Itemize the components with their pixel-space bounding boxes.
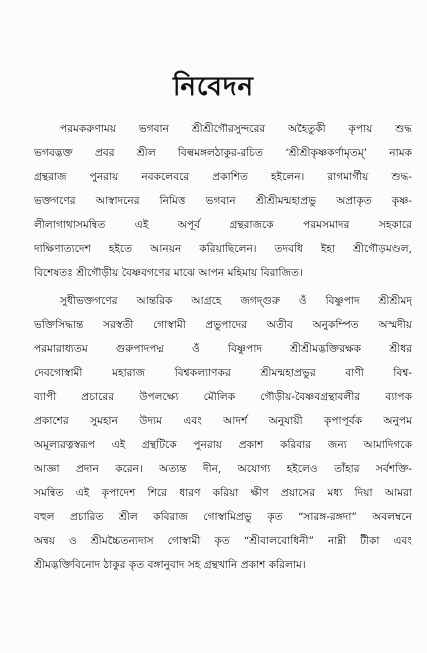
text-line: দাক্ষিণাত্যদেশ হইতে আনয়ন করিয়াছিলেন। তদবধি ইহা শ্রীগৌড়মণ্ডল, xyxy=(34,243,412,255)
document-body xyxy=(34,117,412,577)
text-line: গ্রন্থরাজ পুনরায় নবকলেবরে প্রকাশিত হইলেন। রাগমার্গীয় শুদ্ধ- xyxy=(34,171,412,183)
text-line: দেবগোস্বামী মহারাজ বিশ্বকল্যাণকর শ্রীমন্মহাপ্রভুর বাণী বিশ্ব- xyxy=(34,367,412,379)
text-line: বহুল প্রচারিত শ্রীল কবিরাজ গোস্বামিপ্রভু কৃত “সারঙ্গ-রঙ্গদা” অবলম্বনে xyxy=(34,511,412,523)
text-line: সমন্বিত এই কৃপাদেশ শিরে ধারণ করিয়া ক্ষীণ প্রয়াসের মধ্য দিয়া আমরা xyxy=(34,487,412,499)
text-line: ভক্তিসিদ্ধান্ত সরস্বতী গোস্বামী প্রভুপাদের অতীব অনুকম্পিত অস্মদীয় xyxy=(34,319,412,331)
text-line: বিশেষতঃ শ্রীগৌড়ীয় বৈষ্ণবগণের মাঝে আপন মহিমায় বিরাজিত। xyxy=(34,267,303,279)
text-line: প্রকাশের সুমহান উদ্যম এবং আদর্শ অনুযায়ী কৃপাপূর্বক অনুপম xyxy=(34,415,412,427)
text-line: ভক্তগণের আস্বাদনের নিমিত্ত ভগবান শ্রীশ্রীমন্মহাপ্রভু অপ্রাকৃত কৃষ্ণ- xyxy=(34,195,412,207)
text-line: অন্বয় ও শ্রীমচ্চৈতন্যদাস গোস্বামী কৃত “শ্রীবালবোধিনী” নাম্নী টীকা এবং xyxy=(34,535,412,547)
text-line: ব্যাপী প্রচারের উপলক্ষ্যে মৌলিক গৌড়ীয়-বৈষ্ণবগ্রন্থাবলীর ব্যাপক xyxy=(34,391,412,403)
text-line: সুধীভক্তগণের আন্তরিক আগ্রহে জগদ্গুরু ওঁ বিষ্ণুপাদ শ্রীশ্রীমদ্ xyxy=(60,295,412,307)
text-line: অমূল্যরত্নস্বরূপ এই গ্রন্থটিকে পুনরায় প্রকাশ করিবার জন্য আমাদিগকে xyxy=(34,439,412,451)
page-title: নিবেদন xyxy=(172,72,255,102)
paragraph-2 xyxy=(34,289,412,577)
text-line: লীলাগাথাসমন্বিত এই অপূর্ব গ্রন্থরাজকে পরমসমাদর সহকারে xyxy=(34,219,412,231)
text-line: শ্রীমদ্ভক্তিবিনোদ ঠাকুর কৃত বঙ্গানুবাদ সহ গ্রন্থখানি প্রকাশ করিলাম। xyxy=(34,559,306,571)
text-line: ভগবদ্ভক্ত প্রবর শ্রীল বিল্বমঙ্গলঠাকুর-রচিত ‘শ্রীশ্রীকৃষ্ণকর্ণামৃতম্’ নামক xyxy=(34,147,412,159)
text-line: পরমারাধ্যতম গুরুপাদপদ্ম ওঁ বিষ্ণুপাদ শ্রীশ্রীমদ্ভক্তিরক্ষক শ্রীধর xyxy=(34,343,412,355)
text-line: আজ্ঞা প্রদান করেন। অত্যন্ত দীন, অযোগ্য হইলেও তাঁহার সর্বশক্তি- xyxy=(34,463,412,475)
text-line: পরমকরুণাময় ভগবান শ্রীশ্রীগৌরসুন্দরের অহৈতুকী কৃপায় শুদ্ধ xyxy=(60,123,412,135)
paragraph-1 xyxy=(34,117,412,285)
